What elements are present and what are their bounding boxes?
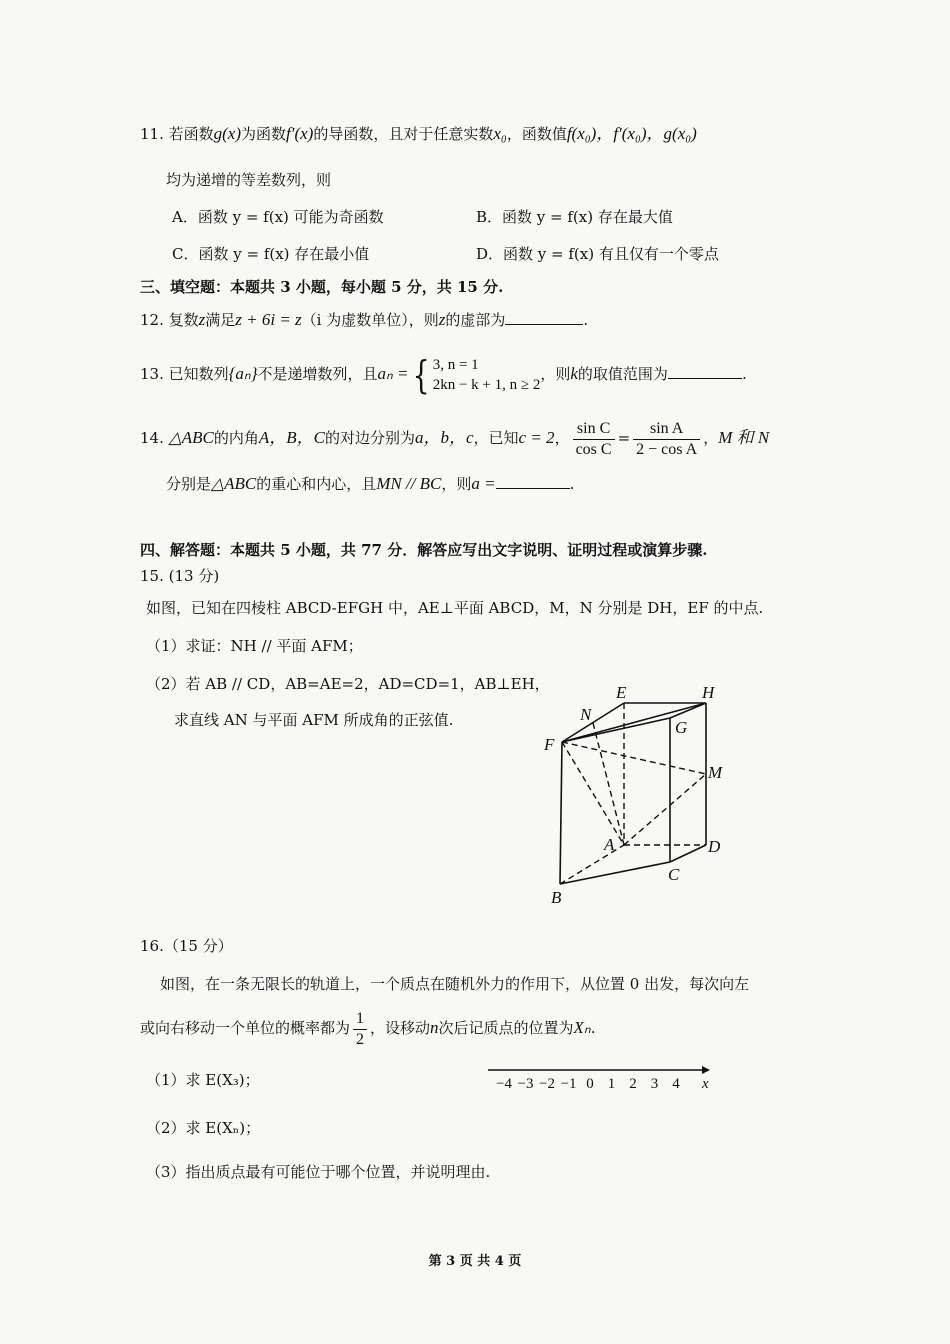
q14-tri: △ABC	[168, 428, 214, 447]
q13-an: aₙ =	[377, 364, 409, 383]
number-line-tick-label: 2	[629, 1076, 637, 1092]
number-line-tick-label: 3	[650, 1076, 659, 1092]
q14-frac1	[573, 419, 615, 460]
q14-tri2: △ABC	[211, 474, 257, 493]
q16-line1: 如图，在一条无限长的轨道上，一个质点在随机外力的作用下，从位置 0 出发，每次向左	[160, 975, 750, 993]
q16-title: 16.（15 分）	[140, 937, 233, 955]
label-G: G	[675, 718, 688, 737]
q14-end: .	[569, 475, 575, 493]
q14-text: ，已知	[473, 429, 519, 447]
q15-part2: （2）若 AB // CD，AB=AE=2，AD=CD=1，AB⊥EH，	[146, 675, 550, 693]
edge-FE	[562, 703, 624, 742]
q13-case2: 2kn − k + 1, n ≥ 2	[432, 377, 541, 393]
q14-frac2-num: sin A	[633, 419, 700, 440]
q11-option-d: D．函数 y = f(x) 有且仅有一个零点	[476, 245, 719, 263]
label-M: M	[708, 763, 723, 782]
q14-answer-blank[interactable]	[496, 472, 570, 489]
edge-NA	[593, 723, 624, 845]
q14-text: ，则	[441, 475, 472, 493]
q12-text: （i 为虚数单位），则	[301, 311, 439, 329]
q14-frac1-num: sin C	[573, 419, 615, 440]
q11-g: g(x)	[213, 124, 241, 143]
q13-end: .	[741, 365, 747, 383]
q12-text: 的虚部为	[445, 311, 506, 329]
q15-part2b: 求直线 AN 与平面 AFM 所成角的正弦值.	[174, 711, 454, 729]
q14-c: c = 2	[518, 428, 555, 447]
q15-part1: （1）求证：NH // 平面 AFM；	[146, 637, 363, 655]
q12-z: z	[198, 310, 206, 329]
section4-heading: 四、解答题：本题共 5 小题，共 77 分．解答应写出文字说明、证明过程或演算步骤.	[140, 541, 708, 559]
q16-part3: （3）指出质点最有可能位于哪个位置，并说明理由.	[146, 1163, 491, 1181]
q16-n: n	[430, 1018, 439, 1037]
q12-end: .	[583, 311, 589, 329]
number-line-tick-label: −1	[560, 1076, 577, 1092]
edge-CD	[670, 845, 706, 862]
q16-text: ，设移动	[370, 1019, 431, 1037]
number-line-tick-label: 1	[607, 1076, 616, 1092]
q14-text: ，	[703, 429, 719, 447]
q13-text: 13. 已知数列	[140, 365, 229, 383]
label-D: D	[708, 837, 721, 856]
q11-option-b: B．函数 y = f(x) 存在最大值	[476, 208, 673, 226]
q12-z2: z	[438, 310, 446, 329]
q13-brace: {	[412, 353, 430, 397]
q11-text: 的导函数，且对于任意实数	[313, 125, 494, 143]
number-line-arrow	[702, 1066, 710, 1074]
number-line-tick-label: 4	[672, 1076, 680, 1092]
q12-text: 满足	[205, 311, 236, 329]
number-line-tick-label: −4	[496, 1076, 512, 1092]
q13-seq: {aₙ}	[228, 364, 258, 383]
edge-AM	[624, 774, 706, 845]
q14-par: MN // BC	[376, 474, 442, 493]
q12-eq: z + 6i = z	[235, 310, 302, 329]
q16-frac-num: 1	[353, 1009, 367, 1030]
q14-frac1-den: cos C	[575, 440, 612, 458]
q13-text: ，则	[540, 365, 571, 383]
label-N: N	[580, 705, 592, 724]
q15-intro: 如图，已知在四棱柱 ABCD-EFGH 中，AE⊥平面 ABCD，M，N 分别是 DH，EF 的中点.	[146, 599, 764, 617]
q13-text: 的取值范围为	[577, 365, 668, 383]
q14-a: a =	[471, 474, 496, 493]
q16-frac-den: 2	[356, 1030, 365, 1048]
q14-frac2-den: 2 − cos A	[636, 440, 698, 458]
q12-text: 12. 复数	[140, 311, 199, 329]
edge-FM	[562, 742, 706, 774]
number-line-tick-label: −3	[517, 1076, 534, 1092]
q14-eq: =	[617, 429, 631, 447]
q13-k: k	[570, 364, 578, 383]
edge-FA	[562, 742, 624, 845]
q15-title: 15. (13 分)	[140, 567, 220, 585]
q14-text: 的内角	[213, 429, 259, 447]
q16-part1: （1）求 E(X₃)；	[146, 1071, 260, 1089]
q11-option-c: C．函数 y = f(x) 存在最小值	[172, 245, 370, 263]
q11-line2: 均为递增的等差数列，则	[166, 171, 332, 189]
number-line-x-label: x	[702, 1076, 709, 1092]
label-B: B	[551, 888, 562, 907]
q11-stem	[140, 124, 697, 144]
q13-answer-blank[interactable]	[668, 362, 742, 379]
q16-xn: Xₙ	[573, 1018, 591, 1037]
q15-prism-figure	[540, 680, 750, 910]
q13-cases	[433, 355, 541, 395]
q16-end: .	[590, 1019, 596, 1037]
number-line	[480, 1060, 720, 1096]
q16-line2	[140, 1006, 596, 1050]
edge-BC	[560, 862, 670, 884]
q11-text: ，函数值	[506, 125, 567, 143]
number-line-tick-label: 0	[586, 1076, 594, 1092]
q13-text: 不是递增数列，且	[257, 365, 378, 383]
q14-text: 的对边分别为	[324, 429, 415, 447]
label-C: C	[668, 865, 680, 884]
q14-text: 14.	[140, 429, 164, 447]
label-H: H	[702, 683, 715, 702]
q13-case1: 3, n = 1	[432, 357, 479, 373]
q12-answer-blank[interactable]	[505, 308, 583, 325]
q14-line2	[166, 472, 574, 494]
label-A: A	[604, 835, 615, 854]
q11-vals: f(x₀)，f′(x₀)，g(x₀)	[566, 124, 697, 143]
q13	[140, 352, 747, 396]
q14-mn: M 和 N	[718, 428, 770, 447]
q14-low: a，b，c	[414, 428, 474, 447]
q11-fprime: f′(x)	[286, 124, 314, 143]
edge-FB	[560, 742, 562, 884]
q16-text: 或向右移动一个单位的概率都为	[140, 1019, 351, 1037]
q16-text: 次后记质点的位置为	[438, 1019, 574, 1037]
q12	[140, 308, 588, 330]
label-E: E	[616, 683, 627, 702]
label-F: F	[544, 735, 555, 754]
q11-text: 为函数	[241, 125, 287, 143]
number-line-tick-label: −2	[539, 1076, 555, 1092]
q14-line1: 14. △ABC的内角A，B，C的对边分别为a，b，c，已知c = 2， $\frac{\text{sin C}}{\text{cos C}}$ = $\frac{\text{sin A}}{\text{2 − cos A}}$ ，M 和 N	[140, 419, 770, 458]
q11-text: 11. 若函数	[140, 125, 214, 143]
page-footer: 第 3 页 共 4 页	[428, 1254, 522, 1269]
section3-heading: 三、填空题：本题共 3 小题，每小题 5 分，共 15 分.	[140, 278, 504, 296]
q11-option-a: A．函数 y = f(x) 可能为奇函数	[172, 208, 384, 226]
q16-frac	[353, 1009, 367, 1050]
q16-part2: （2）求 E(Xₙ)；	[146, 1119, 261, 1137]
q11-x0: x₀	[493, 124, 507, 143]
q14-text: 分别是	[166, 475, 212, 493]
q14-caps: A，B，C	[258, 428, 325, 447]
q14-frac2	[633, 419, 700, 460]
q14-text: 的重心和内心，且	[256, 475, 377, 493]
